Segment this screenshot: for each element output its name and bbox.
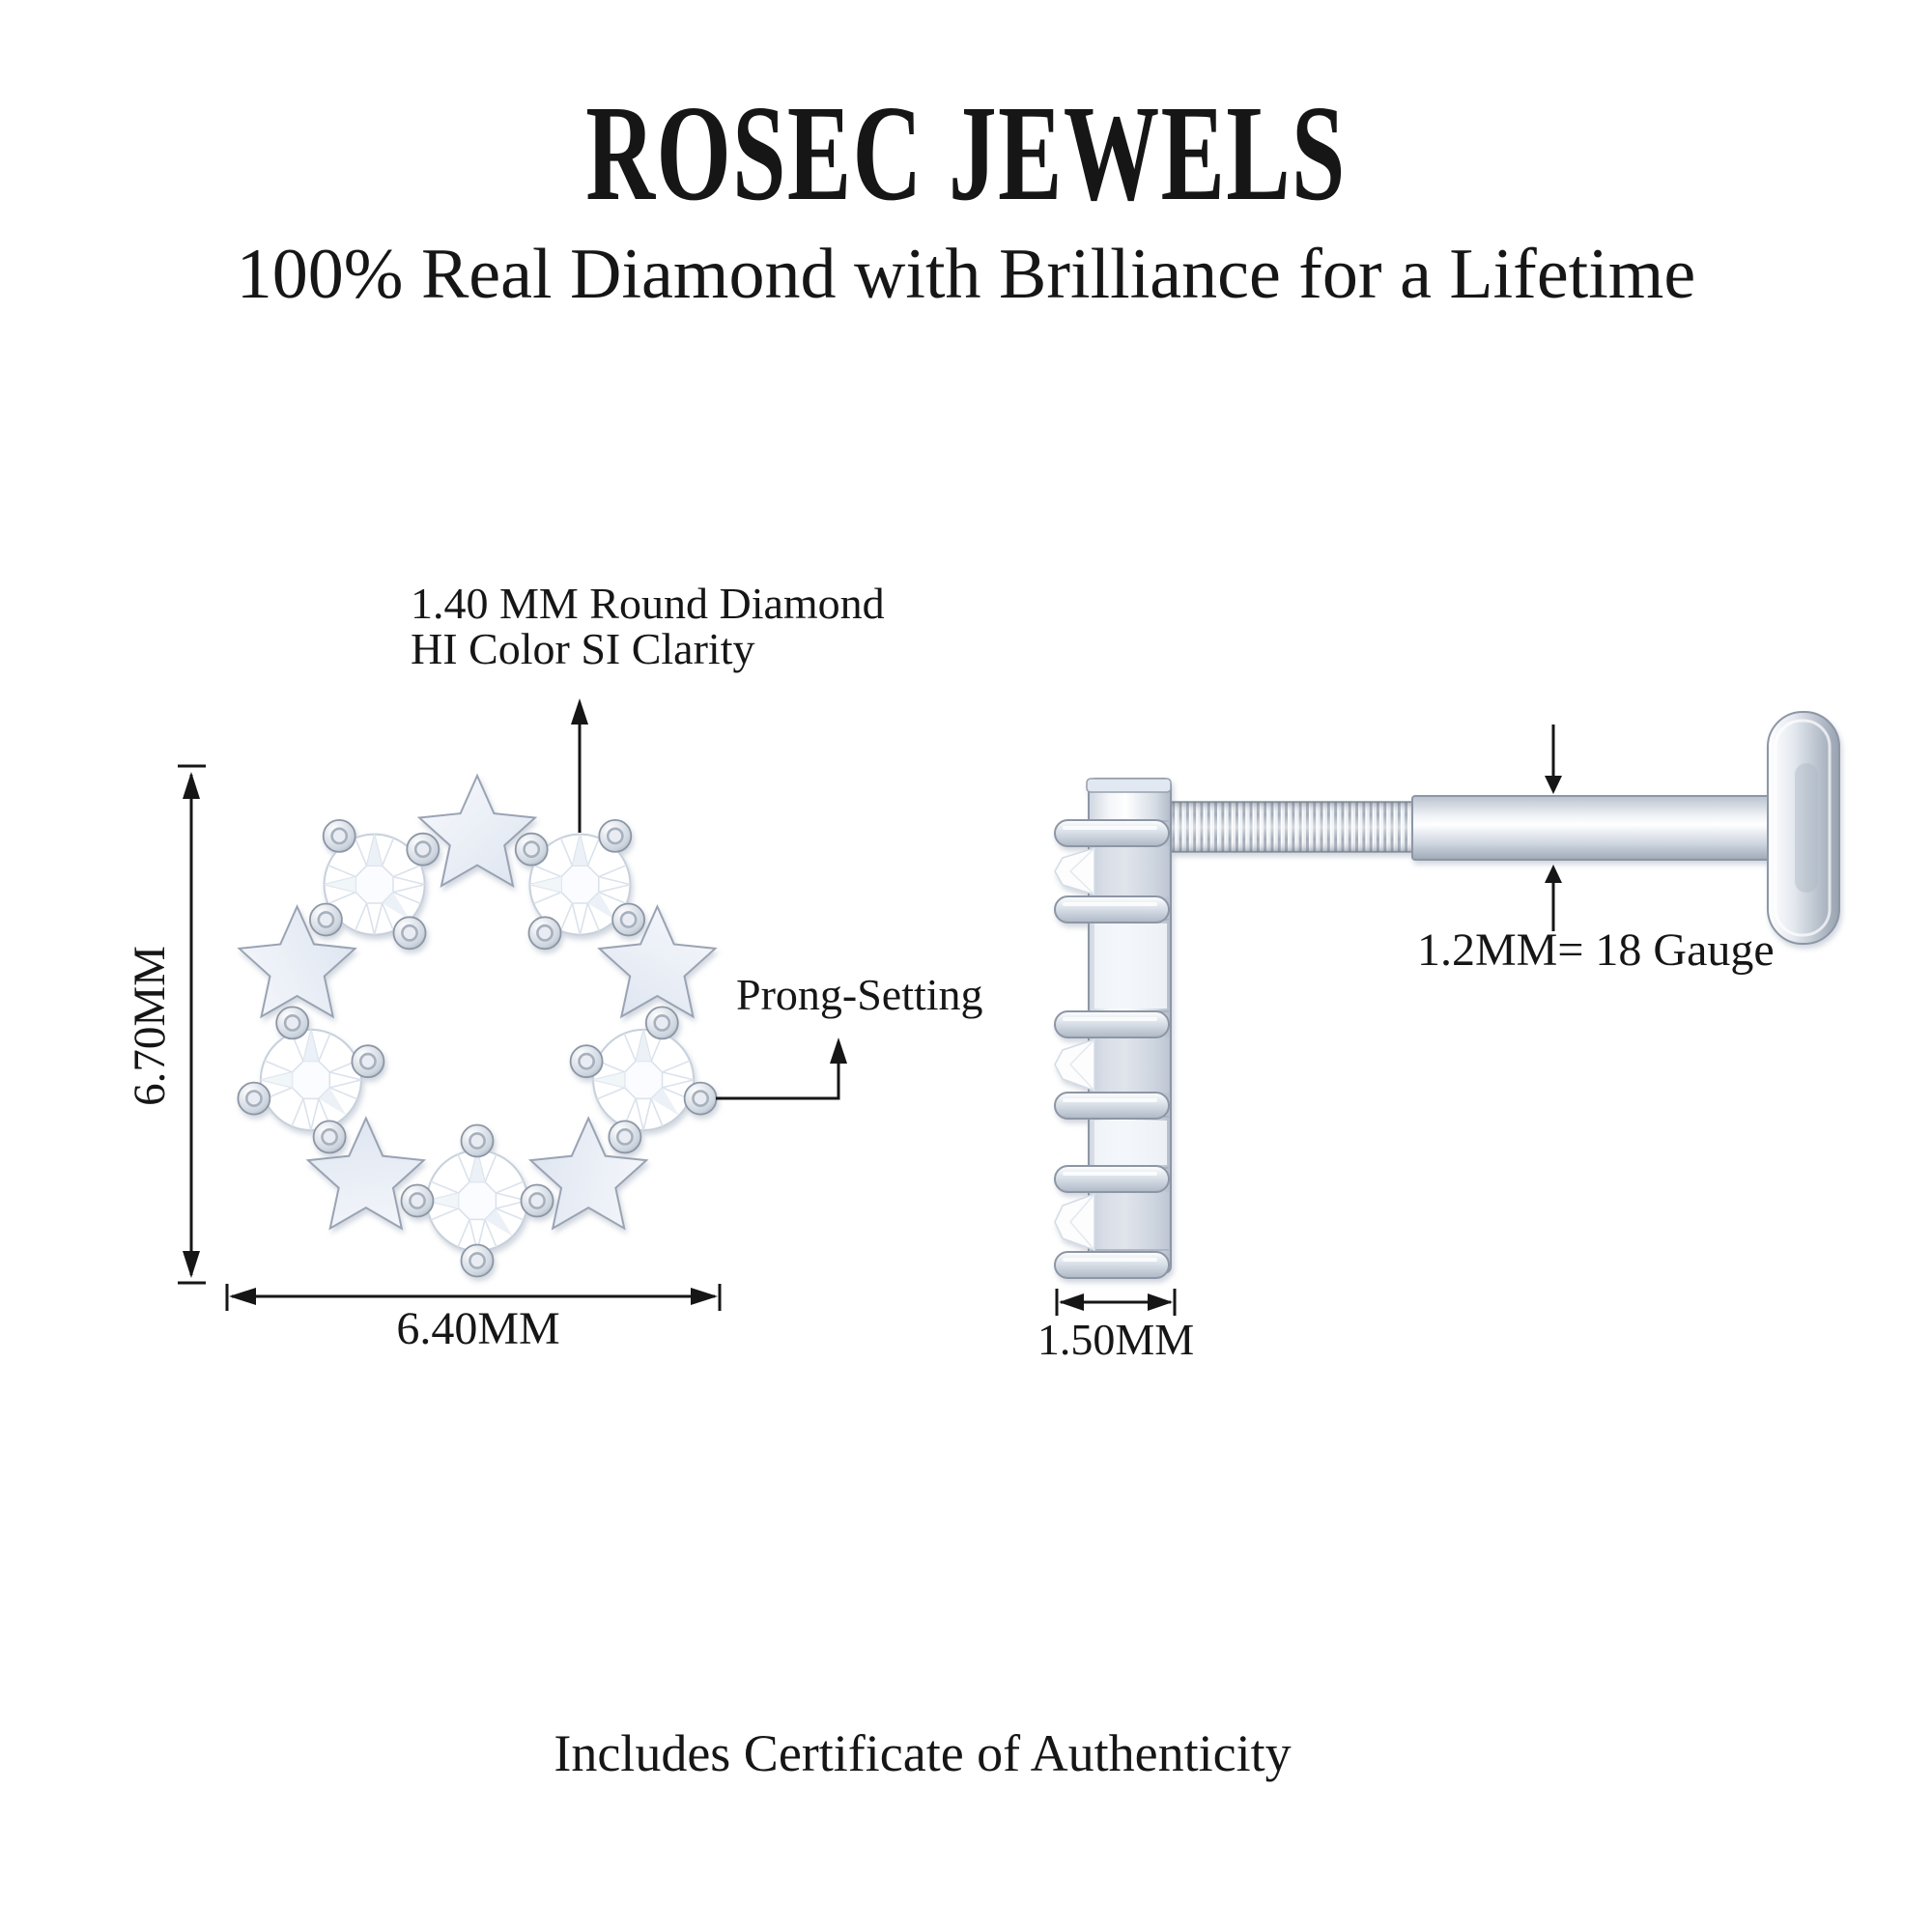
prong-ball <box>571 1045 603 1077</box>
prong-ball <box>238 1083 270 1115</box>
star-shape <box>419 776 535 886</box>
setting-label: Prong-Setting <box>736 970 983 1019</box>
prong-ball <box>394 917 426 949</box>
tagline: 100% Real Diamond with Brilliance for a Lifetime <box>236 235 1696 314</box>
prong-ball <box>522 1185 554 1217</box>
stone-note <box>411 581 885 671</box>
prong-ball <box>310 904 342 936</box>
diamond-stone <box>310 820 439 949</box>
diamond-stone <box>516 820 644 949</box>
profile-width-dimension-label: 1.50MM <box>1037 1315 1195 1364</box>
post-gauge-label: 1.2MM= 18 Gauge <box>1417 924 1775 976</box>
prong-ball <box>407 834 439 866</box>
prong-ball <box>529 917 561 949</box>
front-view-wreath <box>221 776 733 1277</box>
height-dimension-label: 6.70MM <box>125 946 175 1106</box>
prong-ball <box>276 1007 308 1038</box>
threaded-post <box>1165 802 1417 852</box>
prong-ball <box>402 1185 434 1217</box>
prong-ball <box>609 1121 640 1152</box>
diamond-stone <box>402 1125 554 1277</box>
prong-ball <box>352 1045 384 1077</box>
width-dimension-label: 6.40MM <box>396 1303 560 1354</box>
stone-note-line1: 1.40 MM Round Diamond <box>411 579 885 628</box>
prong-ball <box>324 820 355 852</box>
prong-ball <box>599 820 631 852</box>
prong-ball <box>462 1125 494 1157</box>
certificate-note: Includes Certificate of Authenticity <box>554 1724 1292 1782</box>
prong-ball <box>612 904 644 936</box>
brand-title: ROSEC JEWELS <box>585 76 1347 229</box>
side-view-profile <box>1055 712 1839 1278</box>
prong-ball <box>646 1007 678 1038</box>
prong-ball <box>462 1245 494 1277</box>
stone-note-line2: HI Color SI Clarity <box>411 624 755 673</box>
prong-ball <box>516 834 548 866</box>
prong-ball <box>685 1083 717 1115</box>
post-bar <box>1412 796 1772 860</box>
flat-back-disc <box>1768 712 1839 944</box>
prong-ball <box>314 1121 346 1152</box>
